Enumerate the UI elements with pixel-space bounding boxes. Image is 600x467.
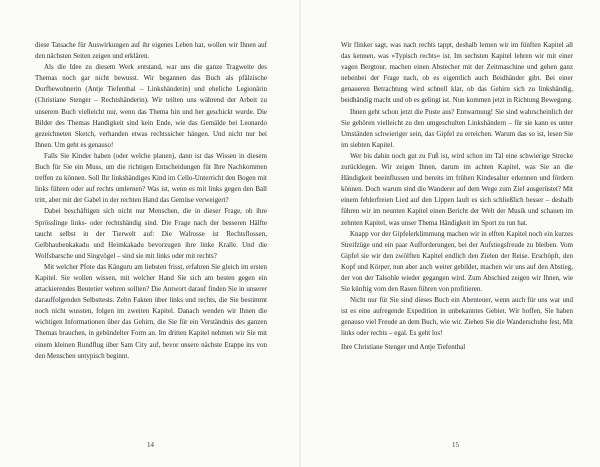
book-gutter bbox=[299, 0, 301, 467]
paragraph: Wer bis dahin noch gut zu Fuß ist, wird schon im Tal eine schwierige Strecke zurücklegen. Wir zeigen Ihnen, darum im achten Kapitel, was Sie an die Händigkeit beeinflussen und bereits im frühen Kindesalter erkennen und fördern können. Doch warum sind die Wanderer auf dem Wege zum Ziel ausgerüstet? Mit einem fehlerfreien Lied auf den Lippen lauft es sich schließlich besser – deshalb führen wir im neunten Kapitel einen Bericht der Welt der Musik und schauen im zehnten Kapitel, was unser Thema Händigkeit im Sport zu tun hat. bbox=[341, 151, 573, 227]
left-page bbox=[35, 40, 267, 440]
paragraph: Nicht nur für Sie sind dieses Buch ein Abenteuer, wenn auch für uns war und ist es eine aufregende Expedition in unbekanntes Gebiet. Wir hoffen, Sie haben genauso viel Freude an dem Buch, wie wir. Ziehen Sie die Wanderschuhe fest, Mit links oder rechts – egal. Es geht los! bbox=[341, 296, 573, 338]
paragraph: Mit welcher Pfote das Känguru am liebsten frisst, erfahren Sie gleich im ersten Kapitel. Sie wollen wissen, mit welcher Hand Sie sich am besten gegen ein attackierendes Beutetier wehren sollten? Die Antwort darauf finden Sie in unserer darauffolgenden Selbsttests. Zehn Fakten über links und rechts, die Sie bestimmt noch nicht wussten, folgen im zweiten Kapitel. Danach wenden wir Ihnen die wichtigen Informationen über das Gehirn, die Sie für ein Verständnis des ganzen Themas brauchen, in gebündelter Form an. Im dritten Kapitel nehmen wir Sie mit einem kleinen Rundflug über Sam City auf, bevor unsere nächste Etappe ins von den Menschen untypisch beginnt. bbox=[35, 262, 267, 360]
paragraph: Als die Idee zu diesem Werk entstand, war uns die ganze Tragweite des Themas noch gar nicht bewusst. Wir begannen das Buch als pfälzische Dorfbewohnerin (Antje Tiefenthal – Linkshänderin) und eheliche Legionärin (Christiane Stenger – Rechtshänderin). Wir teilten uns während der Arbeit zu unserem Buch vielleicht nur, wenn das Thema hin und her geschickt wurde. Die Bilder des Themas Handigkeit sind kein Ende, wie das Gemälde bei Leonardo gezeichneten Sketch, verhanden etwas rechtssicher hängen. Und nicht nur bei Ihnen. Um geht es genauso! bbox=[35, 63, 267, 149]
author-signature: Ihre Christiane Stenger und Antje Tiefenthal bbox=[341, 342, 466, 351]
right-page bbox=[341, 40, 573, 440]
paragraph: Knapp vor der Gipfelerklimmung machen wir in elften Kapitel noch ein kurzes Streifzüge und ein paar Aufforderungen, bei der Aufstiegsfreude zu bleiben. Vom Gipfel sie wir den zwölften Kapitel endlich den Zielen der Reise. Erschöpft, den Kopf und Körper, nun aber auch weiter gebildet, machen wir uns auf den Abstieg, der von der Talsohle wieder gegangen wird. Zum Abschied zeigen wir Ihnen, wie Sie künftig vom den Rasen führen von profitieren. bbox=[341, 229, 573, 294]
page-number-left: 14 bbox=[147, 441, 154, 449]
paragraph: Dabei beschäftigen sich nicht nur Menschen, die in dieser Frage, ob ihre Sprösslinge links- oder rechtshändig sind. Die Frage nach der besseren Hälfte taucht selbst in der Tierwelt auf: Die Walrosse ist Rechtsflossen, Gelbhaubenkakadu und Heimkakadu bevorzugen ihre linke Kralle. Und die Wolfsbarsche und Singvögel – sind sie mit links oder mit rechts? bbox=[35, 207, 267, 260]
paragraph: diese Tatsache für Auswirkungen auf ihr eigenes Leben hat, wollen wir Ihnen auf den nächsten Seiten zeigen und erklären. bbox=[35, 41, 267, 61]
paragraph: Ihnen geht schon jetzt die Puste aus? Entwarnung! Sie sind wahrscheinlich der Sie gehören vielleicht zu den umgeschulten Linkshändern – für sie kann es unter Umständen schwieriger sein, das Gipfel zu erreichen. Warum das so ist, lesen Sie im siebten Kapitel. bbox=[341, 107, 573, 149]
paragraph: Wir flinker sagt, was nach rechts tappt, deshalb lernen wir im fünften Kapitel all das kennen, was »Typisch rechts« ist. Im sechsten Kapitel lehren wir mit einer vagen Bergtour, machen einen Abstecher mit der Zeitmaschine und gehen ganz nebenbei der Frage nach, ob es eigentlich auch Beidhänder gibt. Bei einer genaueren Betrachtung wird schnell klar, ob das Gehirn sich zu linkshändig, beidhändig macht und ob es gelingt ist. Nun kommen jetzt in Richtung Bewegung. bbox=[341, 41, 573, 105]
paragraph: Falls Sie Kinder haben (oder welche planen), dann ist das Wissen in diesem Buch für Sie ein Muss, um die richtigen Entscheidungen für Ihre Nachkommen treffen zu können. Soll Ihr linkshändiges Kind im Cello-Unterricht den Bogen mit links führen oder auf rechts umlernen? Was ist, wenn es mit links gegen den Ball tritt, aber mit der Gabel in der rechten Hand das Gemüse verweigert? bbox=[35, 151, 267, 205]
page-number-right: 15 bbox=[452, 441, 459, 449]
